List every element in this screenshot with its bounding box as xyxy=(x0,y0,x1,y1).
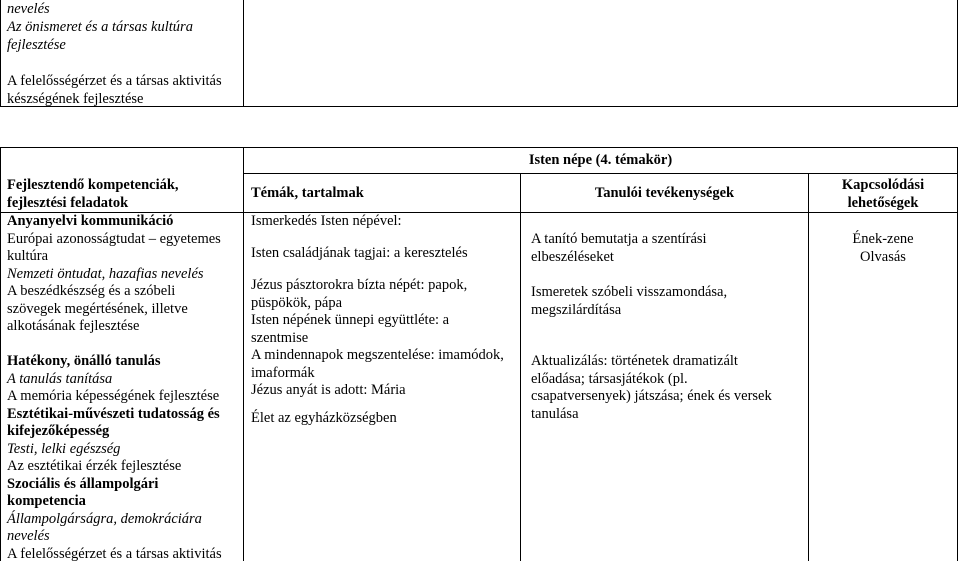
text-line: Az önismeret és a társas kultúra xyxy=(7,18,193,36)
text-line: Anyanyelvi kommunikáció xyxy=(7,213,242,231)
header-activities xyxy=(521,185,808,203)
text-line: nevelés xyxy=(7,528,242,546)
topic-line: Jézus pásztorokra bízta népét: papok, xyxy=(251,277,519,295)
header-topics xyxy=(251,185,519,203)
topic-line: szentmise xyxy=(251,330,519,348)
topic-line: Jézus anyát is adott: Mária xyxy=(251,382,519,400)
activity-line: előadása; társasjátékok (pl. xyxy=(531,371,807,389)
activity-line: elbeszéléseket xyxy=(531,249,807,267)
connection-line: Olvasás xyxy=(809,249,957,267)
text-line: Esztétikai-művészeti tudatosság és xyxy=(7,406,242,424)
topic-line: Élet az egyházközségben xyxy=(251,410,519,428)
text-line: Nemzeti öntudat, hazafias nevelés xyxy=(7,266,242,284)
table-title: Isten népe (4. témakör) xyxy=(244,151,957,169)
header-line: Kapcsolódási xyxy=(809,177,957,195)
header-line: Fejlesztendő kompetenciák, xyxy=(7,177,242,195)
text-line: Hatékony, önálló tanulás xyxy=(7,353,242,371)
activity-line: megszilárdítása xyxy=(531,302,807,320)
main-table xyxy=(0,147,959,561)
activity-line: A tanító bemutatja a szentírási xyxy=(531,231,807,249)
text-line: A felelősségérzet és a társas aktivitás xyxy=(7,546,242,563)
activity-line: csapatversenyek) játszása; ének és versek xyxy=(531,388,807,406)
text-line: fejlesztése xyxy=(7,36,66,54)
text-line: Állampolgárságra, demokráciára xyxy=(7,511,242,529)
text-line: A felelősségérzet és a társas aktivitás xyxy=(7,72,222,90)
competences-cell xyxy=(7,213,242,563)
text-line: szövegek megértésének, illetve xyxy=(7,301,242,319)
header-line: Témák, tartalmak xyxy=(251,185,519,203)
connections-cell xyxy=(809,231,957,266)
text-line: A memória képességének fejlesztése xyxy=(7,388,242,406)
text-line: Európai azonosságtudat – egyetemes xyxy=(7,231,242,249)
header-connections xyxy=(809,177,957,212)
text-line: Szociális és állampolgári xyxy=(7,476,242,494)
text-line: nevelés xyxy=(7,0,50,18)
topics-cell xyxy=(251,213,519,427)
connection-line: Ének-zene xyxy=(809,231,957,249)
header-line: lehetőségek xyxy=(809,195,957,213)
text-line: Testi, lelki egészség xyxy=(7,441,242,459)
text-line: kompetencia xyxy=(7,493,242,511)
topic-line: A mindennapok megszentelése: imamódok, xyxy=(251,347,519,365)
activity-line: Aktualizálás: történetek dramatizált xyxy=(531,353,807,371)
top-table xyxy=(0,0,959,108)
text-line: A tanulás tanítása xyxy=(7,371,242,389)
activities-cell xyxy=(531,231,807,423)
header-competences xyxy=(7,177,242,212)
activity-line: tanulása xyxy=(531,406,807,424)
text-line: készségének fejlesztése xyxy=(7,90,143,108)
activity-line: Ismeretek szóbeli visszamondása, xyxy=(531,284,807,302)
text-line: kifejezőképesség xyxy=(7,423,242,441)
text-line: Az esztétikai érzék fejlesztése xyxy=(7,458,242,476)
topic-line: Isten népének ünnepi együttléte: a xyxy=(251,312,519,330)
topic-line: Ismerkedés Isten népével: xyxy=(251,213,519,231)
text-line: alkotásának fejlesztése xyxy=(7,318,242,336)
topic-line: püspökök, pápa xyxy=(251,295,519,313)
topic-line: imaformák xyxy=(251,365,519,383)
text-line: kultúra xyxy=(7,248,242,266)
header-line: fejlesztési feladatok xyxy=(7,195,242,213)
text-line: A beszédkészség és a szóbeli xyxy=(7,283,242,301)
header-line: Tanulói tevékenységek xyxy=(521,185,808,203)
topic-line: Isten családjának tagjai: a keresztelés xyxy=(251,245,519,263)
